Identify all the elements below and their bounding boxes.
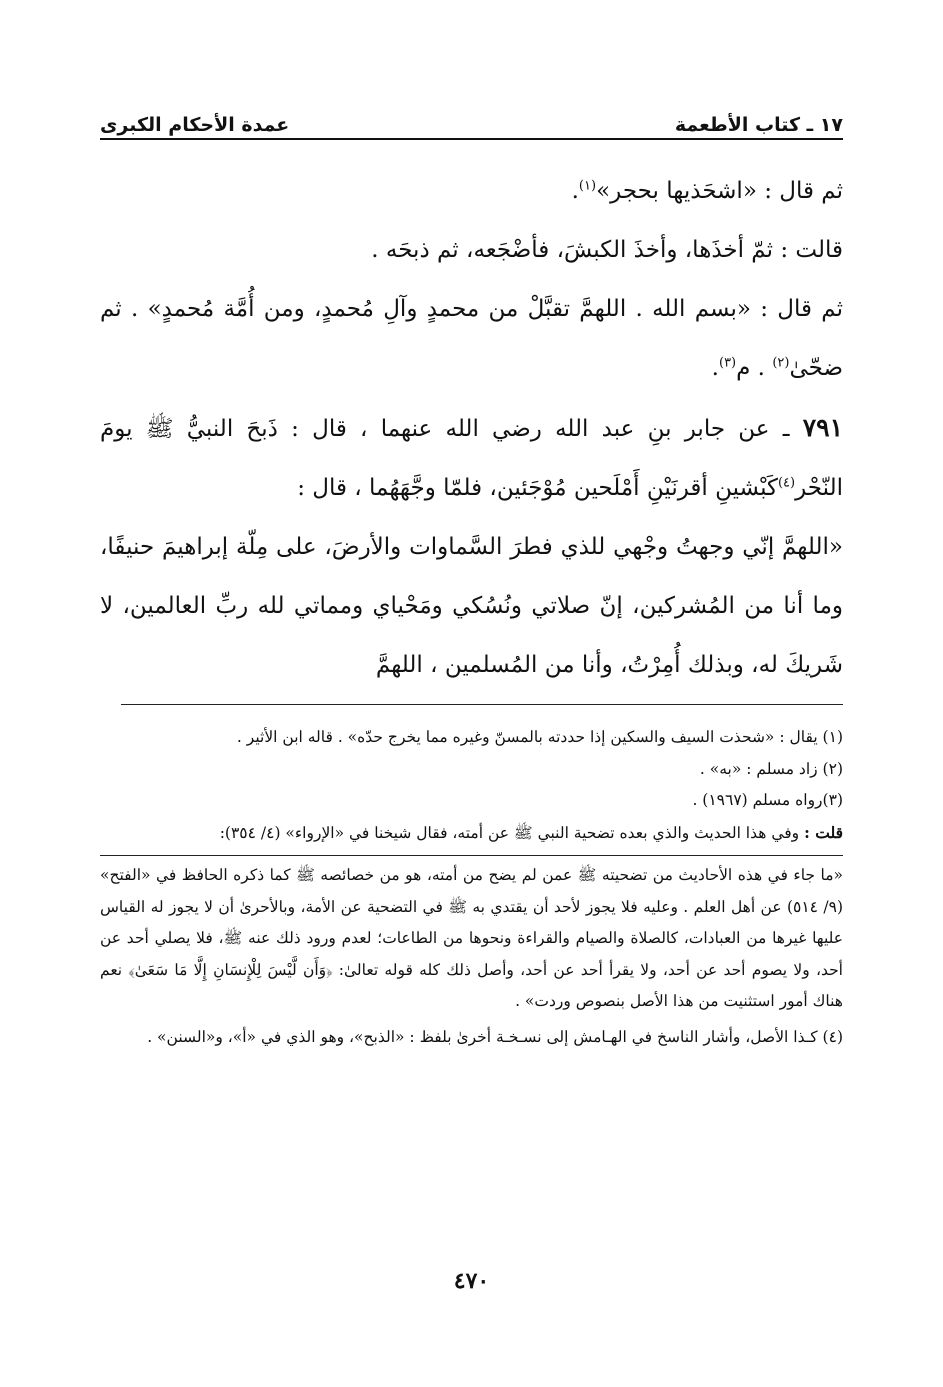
footnote-ref-4: (٤) bbox=[777, 475, 796, 491]
footnote-1: (١) يقال : «شحذت السيف والسكين إذا حددته بالمسنّ وغيره مما يخرج حدّه» . قاله ابن الأثير . bbox=[236, 728, 843, 746]
editor-note bbox=[100, 817, 843, 850]
paragraph-3-text: ثم قال : «بسم الله . اللهمَّ تقبَّلْ من محمدٍ وآلِ مُحمدٍ، ومن أُمَّة مُحمدٍ» . ثم ضحّىٰ bbox=[100, 296, 843, 381]
footnote-ref-2: (٢) bbox=[772, 355, 790, 371]
page-number: ٤٧٠ bbox=[453, 1268, 490, 1294]
footnote-ref-3: (٣) bbox=[718, 355, 737, 371]
footnotes bbox=[100, 722, 843, 1053]
paragraph-3 bbox=[100, 280, 843, 398]
paragraph-1 bbox=[100, 162, 843, 221]
running-header bbox=[100, 98, 843, 138]
hadith-text-a: ـ عن جابر بنِ عبد الله رضي الله عنهما ، قال : ذَبحَ النبيُّ ﷺ يومَ النّحْر bbox=[100, 416, 843, 501]
paragraph-2: قالت : ثمّ أخذَها، وأخذَ الكبشَ، فأضْجَعه، ثم ذبحَه . bbox=[371, 237, 843, 263]
chapter-title: ١٧ ـ كتاب الأطعمة bbox=[674, 114, 843, 137]
dua-paragraph: «اللهمَّ إنّي وجهتُ وجْهي للذي فطرَ السَّماوات والأرضَ، على مِلّة إبراهيمَ حنيفًا، وما أنا من المُشركين، إنّ صلاتي ونُسُكي ومَحْياي ومماتي لله ربِّ العالمين، لا شَريكَ له، وبذلك أُمِرْتُ، وأنا من المُسلمين ، اللهمَّ bbox=[100, 534, 843, 678]
hadith-number: ٧٩١ bbox=[802, 413, 844, 442]
editor-note-label: قلت : bbox=[804, 822, 843, 842]
paragraph-1-text: ثم قال : «اشحَذيها بحجر» bbox=[596, 178, 843, 204]
footnote-ref-1: (١) bbox=[578, 178, 597, 194]
hadith-text-b: كَبْشينِ أقرنَيْنِ أَمْلَحين مُوْجَئين، فلمّا وجَّهَهُما ، قال : bbox=[297, 475, 778, 501]
book-title: عمدة الأحكام الكبرى bbox=[100, 114, 290, 137]
paragraph-1-end: . bbox=[571, 178, 579, 204]
hadith-791 bbox=[100, 398, 843, 518]
quoted-passage: «ما جاء في هذه الأحاديث من تضحيته ﷺ عمن لم يضح من أمته، هو من خصائصه ﷺ كما ذكره الحافظ في «الفتح» (٩/ ٥١٤) عن أهل العلم . وعليه فلا يجوز لأحد أن يقتدي به ﷺ في التضحية عن الأمة، وبالأحرىٰ أن لا يجوز له القياس عليها غيرها من العبادات، كالصلاة والصيام والقراءة ونحوها من الطاعات؛ لعدم ورود ذلك عنه ﷺ، فلا يصلي أحد عن أحد، ولا يصوم أحد عن أحد، ولا يقرأ أحد عن أحد، وأصل ذلك كله قوله تعالىٰ: ﴿وَأَن لَّيْسَ لِلْإِنسَانِ إِلَّا مَا سَعَىٰ﴾ نعم هناك أمور استثنيت من هذا الأصل بنصوص وردت» . bbox=[100, 866, 843, 1010]
footnote-2: (٢) زاد مسلم : «به» . bbox=[699, 759, 843, 778]
header-rule bbox=[100, 138, 843, 140]
editor-note-text: وفي هذا الحديث والذي بعده تضحية النبي ﷺ عن أمته، فقال شيخنا في «الإرواء» (٤/ ٣٥٤): bbox=[219, 823, 800, 842]
main-text bbox=[100, 162, 843, 695]
paragraph-3-source: . م bbox=[736, 355, 765, 381]
footnote-3: (٣)رواه مسلم (١٩٦٧) . bbox=[692, 791, 843, 809]
quote-rule bbox=[100, 855, 843, 856]
footnote-rule bbox=[121, 704, 843, 705]
paragraph-3-end: . bbox=[711, 355, 719, 381]
footnote-4: (٤) كـذا الأصل، وأشار الناسخ في الهـامش إلى نسـخـة أخرىٰ بلفظ : «الذبح»، وهو الذي في «أ»، و«السنن» . bbox=[147, 1027, 843, 1046]
